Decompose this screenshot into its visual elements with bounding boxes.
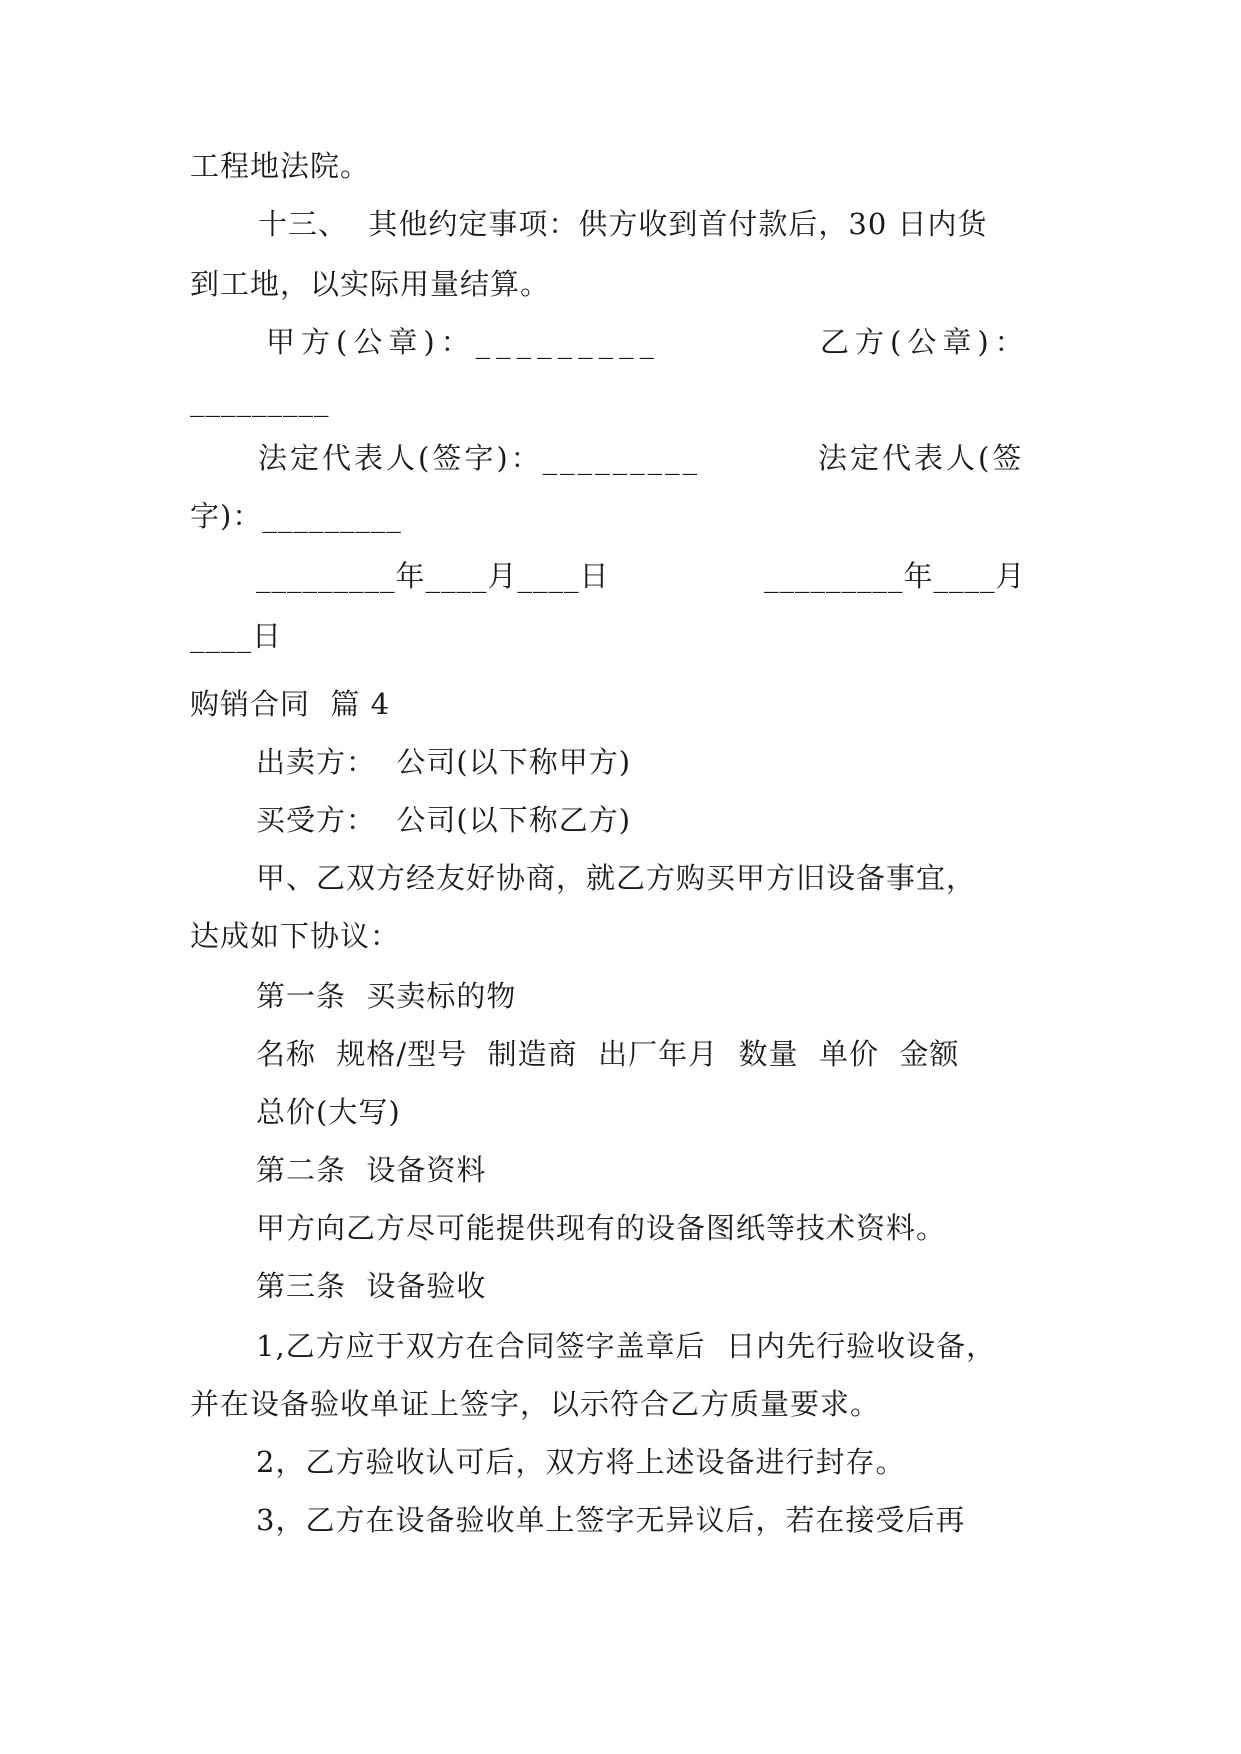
seller-line: 出卖方： 公司(以下称甲方): [256, 745, 632, 779]
text-line: 2，乙方验收认可后，双方将上述设备进行封存。: [256, 1445, 906, 1479]
article-heading: 第三条 设备验收: [256, 1269, 487, 1303]
table-header-line: 名称 规格/型号 制造商 出厂年月 数量 单价 金额: [256, 1037, 960, 1071]
signature-blank: _________: [190, 383, 330, 417]
text-line: 达成如下协议：: [190, 919, 401, 953]
text-line: 3，乙方在设备验收单上签字无异议后，若在接受后再: [256, 1503, 966, 1537]
party-a-seal-line: 甲方(公章)：_________: [266, 325, 661, 359]
text-line: 甲方向乙方尽可能提供现有的设备图纸等技术资料。: [256, 1211, 947, 1245]
text-line: 1,乙方应于双方在合同签字盖章后 日内先行验收设备，: [256, 1329, 997, 1363]
text-line: 到工地，以实际用量结算。: [190, 267, 551, 301]
article-heading: 第一条 买卖标的物: [256, 979, 517, 1013]
party-a-rep-line: 法定代表人(签字)：_________: [258, 441, 701, 475]
party-b-date-cont: ____日: [190, 619, 283, 653]
party-b-seal-label: 乙方(公章)：: [820, 325, 1030, 359]
party-b-rep-label: 法定代表人(签: [818, 441, 1025, 475]
text-line: 总价(大写): [256, 1095, 401, 1129]
party-a-date-line: _________年____月____日: [256, 559, 610, 593]
text-line: 工程地法院。: [190, 149, 371, 183]
article-heading: 第二条 设备资料: [256, 1153, 487, 1187]
text-line: 并在设备验收单证上签字，以示符合乙方质量要求。: [190, 1387, 881, 1421]
text-line: 甲、乙双方经友好协商，就乙方购买甲方旧设备事宜，: [256, 861, 977, 895]
party-b-rep-cont: 字)：_________: [190, 499, 402, 533]
section-heading: 购销合同 篇 4: [190, 687, 391, 721]
clause-13-line: 十三、 其他约定事项：供方收到首付款后，30 日内货: [258, 207, 988, 241]
buyer-line: 买受方： 公司(以下称乙方): [256, 803, 632, 837]
party-b-date-line: _________年____月: [764, 559, 1026, 593]
